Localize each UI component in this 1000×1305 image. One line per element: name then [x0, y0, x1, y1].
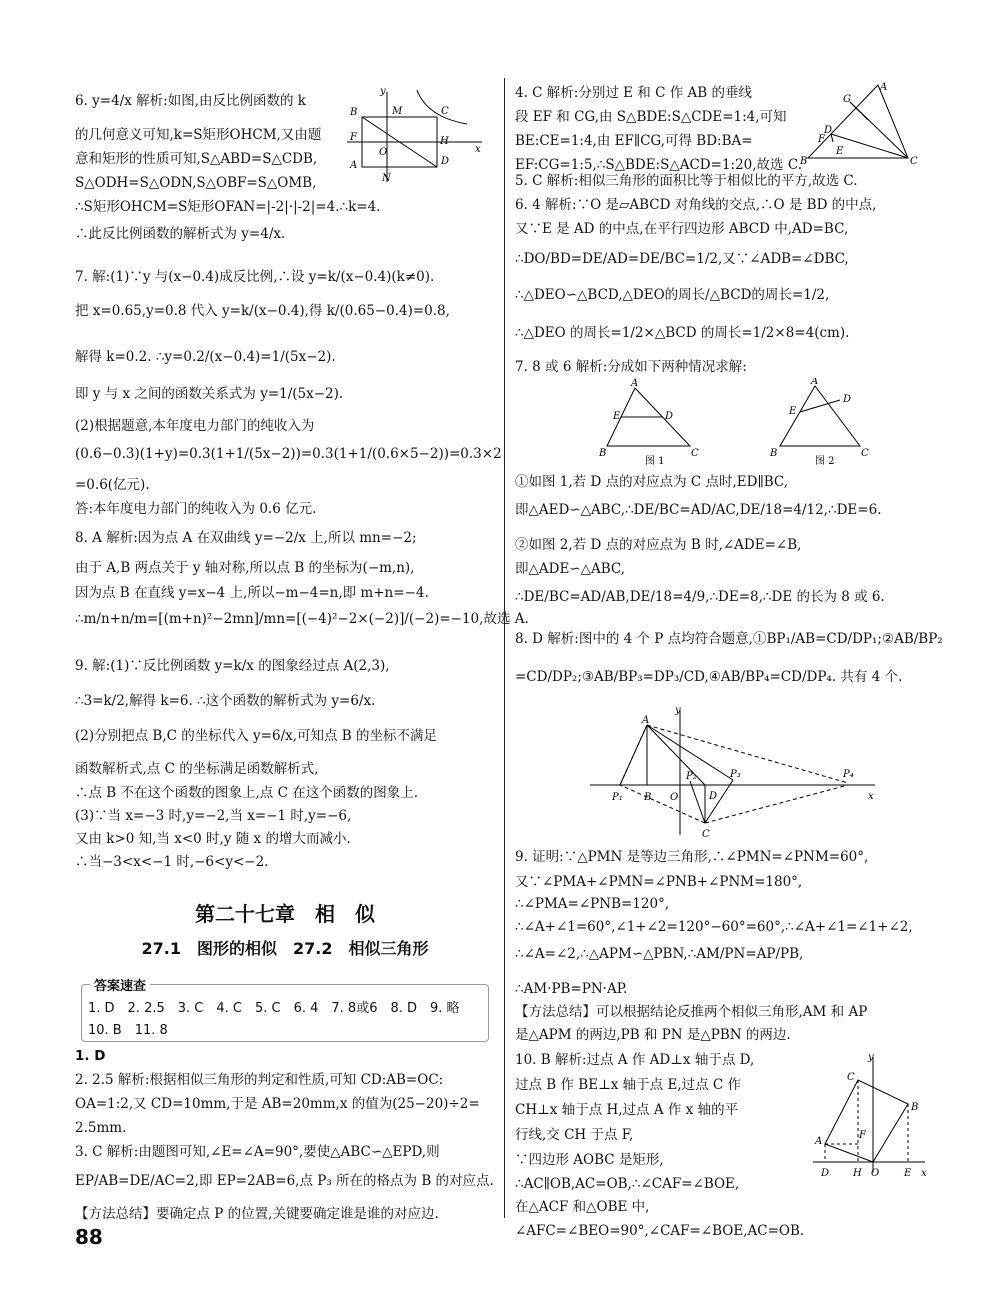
svg-text:x: x [921, 1168, 927, 1179]
text-line: 函数解析式,点 C 的坐标满足函数解析式, [75, 761, 319, 777]
svg-text:y: y [380, 86, 386, 97]
text-line: ∴AC∥OB,AC=OB,∴∠CAF=∠BOE, [515, 1176, 740, 1192]
svg-text:A: A [815, 1136, 823, 1147]
text-line: 意和矩形的性质可知,S△ABD=S△CDB, [75, 151, 318, 167]
svg-text:B: B [770, 448, 778, 459]
fig-label-1: 图 1 [645, 456, 665, 467]
text-line: 9. 解:(1)∵反比例函数 y=k/x 的图象经过点 A(2,3), [75, 658, 390, 674]
text-line: 由于 A,B 两点关于 y 轴对称,所以点 B 的坐标为(−m,n), [75, 560, 415, 576]
text-line: 2.5mm. [75, 1120, 127, 1136]
text-line: EF:CG=1:5,∴S△BDE:S△ACD=1:20,故选 C. [515, 157, 802, 173]
svg-text:D: D [824, 125, 833, 136]
text-line: 3. C 解析:由题图可知,∠E=∠A=90°,要使△ABC∽△EPD,则 [75, 1144, 440, 1160]
svg-text:A: A [880, 82, 888, 93]
text-line: 6. y=4/x 解析:如图,由反比例函数的 k [75, 93, 306, 109]
svg-text:D: D [709, 791, 718, 802]
svg-text:C: C [861, 448, 869, 459]
svg-text:E: E [836, 146, 844, 157]
svg-text:M: M [392, 106, 403, 117]
svg-text:C: C [702, 829, 710, 840]
svg-text:E: E [789, 406, 797, 417]
text-line: ∴DE/BC=AD/AB,DE/18=4/9,∴DE=8,∴DE 的长为 8 或 6. [515, 589, 885, 605]
text-line: BE:CE=1:4,由 EF∥CG,可得 BD:BA= [515, 133, 753, 149]
text-line: 又∵E 是 AD 的中点,在平行四边形 ABCD 中,AD=BC, [515, 221, 849, 237]
chapter-title: 第二十七章 相 似 [195, 902, 375, 926]
svg-text:B: B [911, 1102, 919, 1113]
text-line: 解得 k=0.2. ∴y=0.2/(x−0.4)=1/(5x−2). [75, 349, 336, 365]
text-line: 即 y 与 x 之间的函数关系式为 y=1/(5x−2). [75, 386, 344, 402]
figure-coordinate-8 [590, 705, 880, 840]
text-line: S△ODH=S△ODN,S△OBF=S△OMB, [75, 175, 317, 191]
text-line: ①如图 1,若 D 点的对应点为 C 点时,ED∥BC, [515, 474, 789, 490]
text-line: ∴3=k/2,解得 k=6. ∴这个函数的解析式为 y=6/x. [75, 693, 376, 709]
svg-text:B: B [800, 156, 808, 167]
text-line: 7. 8 或 6 解析:分成如下两种情况求解: [515, 359, 747, 375]
text-line: 答:本年度电力部门的纯收入为 0.6 亿元. [75, 501, 317, 517]
text-line: 的几何意义可知,k=S矩形OHCM,又由题 [75, 127, 322, 143]
quick-answer-box [81, 979, 489, 1042]
quick-answer-label: 答案速查 [90, 975, 150, 994]
text-line: ∵四边形 AOBC 是矩形, [515, 1152, 664, 1168]
method-summary: 【方法总结】可以根据结论反推两个相似三角形,AM 和 AP [515, 1004, 868, 1020]
text-line: 行线,交 CH 于点 F, [515, 1127, 634, 1143]
figure-rectangle-10 [813, 1052, 928, 1187]
svg-text:O: O [670, 792, 679, 803]
text-line: (3)∵当 x=−3 时,y=−2,当 x=−1 时,y=−6, [75, 808, 352, 824]
text-line: 把 x=0.65,y=0.8 代入 y=k/(x−0.4),得 k/(0.65−0.4)=0.8, [75, 303, 450, 319]
svg-text:C: C [910, 156, 918, 167]
svg-text:F: F [350, 132, 357, 143]
text-line: 10. B 解析:过点 A 作 AD⊥x 轴于点 D, [515, 1052, 755, 1068]
svg-text:y: y [868, 1052, 874, 1063]
column-divider [504, 78, 505, 1218]
text-line: 在△ACF 和△OBE 中, [515, 1199, 650, 1215]
text-line: 又由 k>0 知,当 x<0 时,y 随 x 的增大而减小. [75, 831, 351, 847]
svg-text:C: C [847, 1072, 855, 1083]
text-line: ∴△DEO 的周长=1/2×△BCD 的周长=1/2×8=4(cm). [515, 325, 850, 341]
text-line: ∴S矩形OHCM=S矩形OFAN=|-2|·|-2|=4.∴k=4. [75, 199, 381, 215]
svg-text:H: H [853, 1168, 862, 1179]
text-line: ∴△DEO∽△BCD,△DEO的周长/△BCD的周长=1/2, [515, 287, 830, 303]
text-line: ∴当−3<x<−1 时,−6<y<−2. [75, 854, 269, 870]
svg-text:D: D [821, 1168, 830, 1179]
svg-text:P₂: P₂ [686, 771, 697, 782]
svg-text:D: D [665, 411, 674, 422]
text-line: ∴m/n+n/m=[(m+n)²−2mn]/mn=[(−4)²−2×(−2)]/(−2)=−10,故选 A. [75, 611, 529, 627]
svg-text:E: E [904, 1168, 912, 1179]
figure-rectangle-hyperbola [347, 82, 487, 187]
svg-text:O: O [871, 1168, 880, 1179]
text-line: ∴点 B 不在这个函数的图象上,点 C 在这个函数的图象上. [75, 785, 418, 801]
text-line: ∴此反比例函数的解析式为 y=4/x. [75, 226, 286, 242]
text-line: 7. 解:(1)∵y 与(x−0.4)成反比例,∴设 y=k/(x−0.4)(k≠0). [75, 269, 435, 285]
svg-text:x: x [868, 791, 874, 802]
text-line: ②如图 2,若 D 点的对应点为 B 时,∠ADE=∠B, [515, 537, 802, 553]
svg-text:A: A [811, 378, 819, 387]
text-line: 即△AED∽△ABC,∴DE/BC=AD/AC,DE/18=4/12,∴DE=6. [515, 502, 882, 518]
page-number: 88 [75, 1225, 103, 1249]
svg-text:D: D [441, 156, 450, 167]
text-line: 1. D [75, 1048, 106, 1064]
svg-text:A: A [642, 715, 650, 726]
svg-text:O: O [379, 147, 388, 158]
svg-text:F: F [818, 134, 825, 145]
svg-text:P₄: P₄ [843, 769, 854, 780]
svg-text:P₃: P₃ [730, 769, 741, 780]
svg-text:F: F [859, 1130, 866, 1141]
svg-text:B: B [599, 448, 607, 459]
text-line: ∠AFC=∠BEO=90°,∠CAF=∠BOE,AC=OB. [515, 1223, 805, 1239]
text-line: 8. A 解析:因为点 A 在双曲线 y=−2/x 上,所以 mn=−2; [75, 530, 417, 546]
text-line: 9. 证明:∵△PMN 是等边三角形,∴∠PMN=∠PNM=60°, [515, 849, 869, 865]
quick-answer-row: 10. B 11. 8 [88, 1023, 168, 1038]
text-line: 又∵∠PMA+∠PMN=∠PNB+∠PNM=180°, [515, 874, 803, 890]
text-line: ∴DO/BD=DE/AD=DE/BC=1/2,又∵∠ADB=∠DBC, [515, 251, 849, 267]
text-line: (2)分别把点 B,C 的坐标代入 y=6/x,可知点 B 的坐标不满足 [75, 728, 438, 744]
fig-label-2: 图 2 [815, 456, 835, 467]
svg-text:D: D [843, 394, 852, 405]
svg-text:B: B [350, 107, 358, 118]
text-line: =CD/DP₂;③AB/BP₃=DP₃/CD,④AB/BP₄=CD/DP₄. 共有 4 个. [515, 669, 903, 685]
svg-text:P₁: P₁ [612, 792, 623, 803]
text-line: 6. 4 解析:∵O 是▱ABCD 对角线的交点,∴O 是 BD 的中点, [515, 197, 877, 213]
svg-text:N: N [382, 173, 391, 184]
text-line: CH⊥x 轴于点 H,过点 A 作 x 轴的平 [515, 1102, 739, 1118]
text-line: 4. C 解析:分别过 E 和 C 作 AB 的垂线 [515, 85, 752, 101]
text-line: (0.6−0.3)(1+y)=0.3(1+1/(5x−2))=0.3(1+1/(0.6×5−2))=0.3×2 [75, 446, 502, 462]
svg-text:H: H [440, 136, 449, 147]
svg-text:y: y [675, 705, 681, 716]
text-line: OA=1:2,又 CD=10mm,于是 AB=20mm,x 的值为(25−20)÷2= [75, 1096, 480, 1112]
svg-text:x: x [475, 144, 481, 155]
figure-triangle-4 [798, 80, 923, 170]
text-line: ∴∠A+∠1=60°,∠1+∠2=120°−60°=60°,∴∠A+∠1=∠1+∠2, [515, 919, 913, 935]
text-line: =0.6(亿元). [75, 477, 150, 493]
figure-triangles-7 [595, 378, 895, 468]
svg-text:C: C [691, 448, 699, 459]
text-line: 8. D 解析:图中的 4 个 P 点均符合题意,①BP₁/AB=CD/DP₁;②AB/BP₂ [515, 631, 943, 647]
svg-text:A: A [350, 160, 358, 171]
svg-text:G: G [843, 94, 851, 105]
text-line: 过点 B 作 BE⊥x 轴于点 E,过点 C 作 [515, 1077, 742, 1093]
svg-text:B: B [644, 792, 652, 803]
section-title: 27.1 图形的相似 27.2 相似三角形 [141, 939, 429, 958]
svg-text:E: E [613, 411, 621, 422]
text-line: 段 EF 和 CG,由 S△BDE:S△CDE=1:4,可知 [515, 109, 787, 125]
text-line: ∴AM·PB=PN·AP. [515, 981, 628, 997]
text-line: (2)根据题意,本年度电力部门的纯收入为 [75, 418, 315, 434]
text-line: 5. C 解析:相似三角形的面积比等于相似比的平方,故选 C. [515, 173, 858, 189]
text-line: EP/AB=DE/AC=2,即 EP=2AB=6,点 P₃ 所在的格点为 B 的对应点. [75, 1173, 494, 1189]
text-line: 即△ADE∽△ABC, [515, 561, 626, 577]
text-line: 是△APM 的两边,PB 和 PN 是△PBN 的两边. [515, 1027, 791, 1043]
svg-text:A: A [631, 378, 639, 389]
text-line: ∴∠PMA=∠PNB=120°, [515, 896, 670, 912]
method-summary: 【方法总结】要确定点 P 的位置,关键要确定谁是谁的对应边. [75, 1206, 439, 1222]
quick-answer-row: 1. D 2. 2.5 3. C 4. C 5. C 6. 4 7. 8或6 8. D 9. 略 [88, 1001, 460, 1016]
text-line: 2. 2.5 解析:根据相似三角形的判定和性质,可知 CD:AB=OC: [75, 1072, 444, 1088]
text-line: ∴∠A=∠2,∴△APM∽△PBN,∴AM/PN=AP/PB, [515, 946, 804, 962]
svg-text:C: C [441, 106, 449, 117]
text-line: 因为点 B 在直线 y=x−4 上,所以−m−4=n,即 m+n=−4. [75, 585, 429, 601]
